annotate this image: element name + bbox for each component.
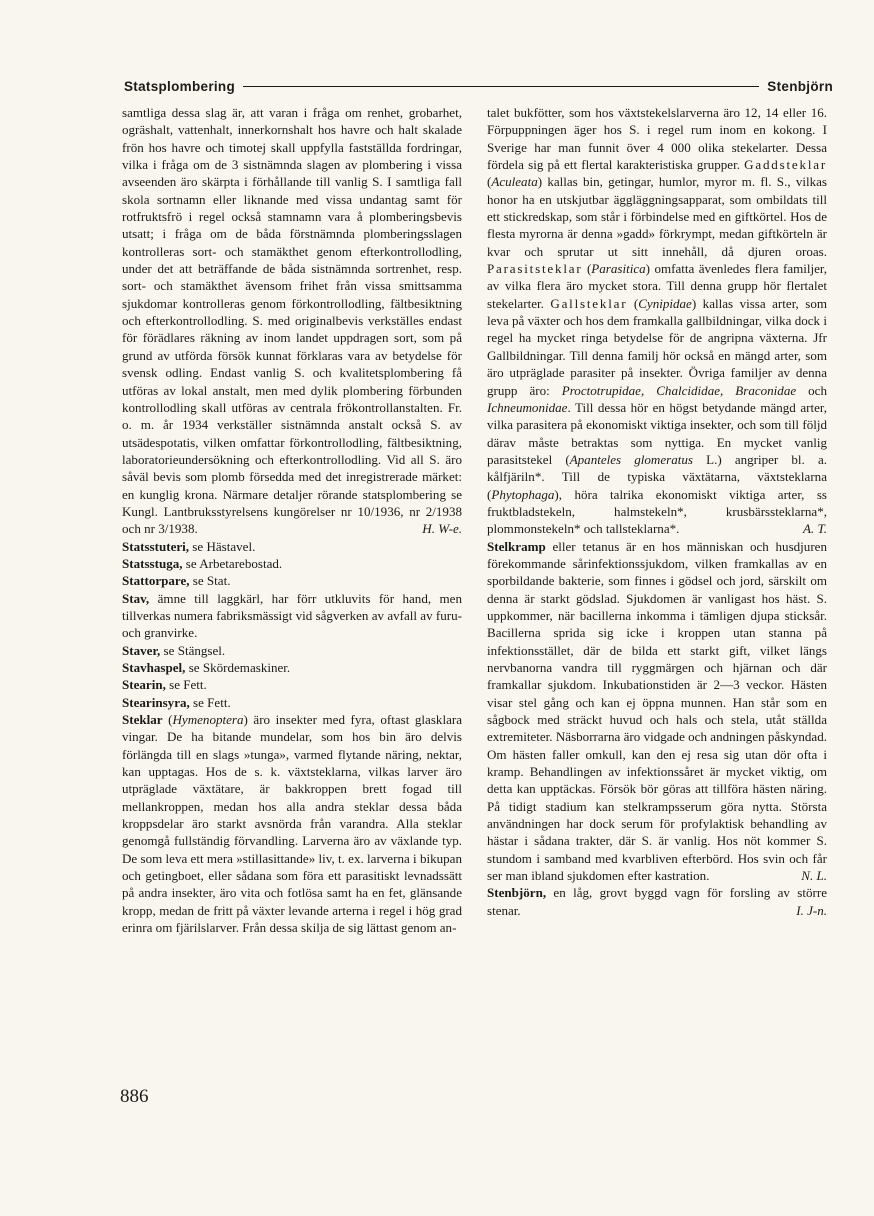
signature: A. T. [802, 521, 827, 537]
entry-statsstuga: Statsstuga, se Arbetarebostad. [122, 555, 283, 571]
right-column [487, 104, 827, 919]
entry-stav: Stav, ämne till laggkärl, har förr utkluvits för hand, men tillverkas numera fabriksmässigt vid sågverken av avfall av furu- och granvirke. [122, 590, 462, 641]
entry-statsstuteri: Statsstuteri, se Hästavel. [122, 538, 256, 554]
entry-stattorpare: Stattorpare, se Stat. [122, 573, 231, 589]
signature: N. L. [801, 868, 827, 884]
signature: H. W-e. [422, 521, 462, 537]
entry-stenbjorn: Stenbjörn, en låg, grovt byggd vagn för forsling av större stenar. I. J-n. [487, 885, 827, 918]
entry-stearin: Stearin, se Fett. [122, 677, 207, 693]
entry-staver: Staver, se Stängsel. [122, 642, 226, 658]
entry-stelkramp: Stelkramp eller tetanus är en hos människan och husdjuren förekommande sårinfektionssjukdom, vilken framkallas av en sporbildande bakterie, som finnes i gödsel och jord, särskilt om denna är starkt gödslad. Sjukdomen är vanligast hos häst. S. uppkommer, när bacillerna inkomma i tämligen djupa sticksår. Bacillerna sprida sig icke i kroppen utan stanna på infektionsstället, där de bilda ett starkt gift, vilket längs nervbanorna vandra till ryggmärgen och hjärnan och där framkallar sjukdom. Inkubationstiden är 2—3 veckor. Hästen visar stel gång och kan ej öppna munnen. Han står som en sågbock med sträckt huvud och hals och stela, utåt ställda extremiteter. Näsborrarna äro vidgade och andningen påskyndad. Om hästen faller omkull, kan den ej resa sig utan dör ofta i kramp. Behandlingen av infektionssåret är mycket viktig, om detta kan upptäckas. Försök bör göras att tillföra hästen näring. På tidigt stadium kan stelkrampsserum göra nytta. Största användningen har dock serum för profylaktisk behandling av hästar i sådana trakter, där S. är vanlig. Hos nöt kommer S. stundom i samband med kvarbliven efterbörd. Hos svin och får ser man ibland sjukdomen efter kastration. N. L. [487, 538, 827, 884]
header-right: Stenbjörn [767, 78, 833, 94]
entry-stavhaspel: Stavhaspel, se Skördemaskiner. [122, 660, 291, 675]
running-header [124, 76, 833, 96]
entry-stearinsyra: Stearinsyra, se Fett. [122, 694, 231, 710]
statsplombering-continuation: samtliga dessa slag är, att varan i fråga om renhet, grobarhet, ogräshalt, vattenhalt, innerkornshalt hos havre och halt skalade frön hos havre och timotej skall uppfylla fastställda fordringar, vilka i fråga om de 3 sistnämnda slagen av plombering i vissa avseenden äro skärpta i förhållande till vanlig S. I samtliga fall skola sortnamn eller liknande med vissa undantag samt för rotfruktsfrö i regel också stamnamn vara å plomberingsbevis utsatt; i fråga om de båda förstnämnda plomberingsslagen kontrolleras sort- och stamäkthet genom efterkontrollodling, under det att beträffande de båda sistnämnda sortrenhet, resp. sort- och stamäkthet ävensom frihet från vissa smittsamma sjukdomar kontrolleras genom förkontrollodling, fältbesiktning och efterkontrollodling. S. med originalbevis verkställes endast för förädlares räkning av inom landet uppdragen sort, som på grund av utförda försök kunnat förklaras vara av betydelse för svensk odling. Endast vanlig S. och kvalitetsplombering få utföras av lokal anstalt, men med dylik plombering förbunden kontrollodling skall utföras av centrala frökontrollanstalten. Fr. o. m. år 1934 verkställer sistnämnda anstalt också S. av utsädespotatis, vilken omfattar förkontrollodling, fältbesiktning, laboratorieundersökning och efterkontrollodling. Vid all S. äro såväl bevis som plomb försedda med det inregistrerade märket: en kunglig krona. Närmare detaljer rörande statsplombering se Kungl. Lantbruksstyrelsens kungörelser nr 10/1936, nr 2/1938 och nr 3/1938. H. W-e. [122, 105, 462, 537]
entry-steklar: Steklar (Hymenoptera) äro insekter med fyra, oftast glasklara vingar. De ha bitande mundelar, som hos bin äro delvis förlängda till en slags »tunga», varmed flytande näring, nektar, kan upptagas. Hos de s. k. växtsteklarna, vilkas larver äro utpräglade växtätare, är bakkroppen brett fogad till mellankroppen, medan hos alla andra steklar dessa båda kroppsdelar äro starkt avsnörda från varandra. Alla steklar genomgå fullständig förvandling. Larverna äro av växlande typ. De som leva ett mera »stillasittande» liv, t. ex. larverna i bikupan och getingboet, eller sådana som föra ett parasitiskt levnadssätt på andra insekter, äro vita och fotlösa samt ha en fet, glänsande kropp, medan de fritt på växter levande arterna i regel i hög grad erinra om fjärilslarver. Från dessa skilja de sig lättast genom an- [122, 712, 462, 936]
steklar-continuation: talet bukfötter, som hos växtstekelslarverna äro 12, 14 eller 16. Förpuppningen äger hos S. i regel rum inom en kokong. I Sverige har man funnit över 4 000 olika stekelarter. Dessa fördela sig på ett flertal karakteristiska grupper. Gaddsteklar (Aculeata) kallas bin, getingar, humlor, myror m. fl. S., vilkas honor ha en utskjutbar äggläggningsapparat, som ombildats till ett stickredskap, som står i förbindelse med en giftkörtel. Hos de flesta myrorna är denna »gadd» förkrympt, medan giftkörteln är kvar och sprutar ut sitt innehåll, då djuren oroas. Parasitsteklar (Parasitica) omfatta ävenledes flera familjer, av vilka flera äro mycket stora. Till denna grupp hör flertalet stekelarter. Gallsteklar (Cynipidae) kallas vissa arter, som leva på växter och hos dem framkalla gallbildningar, vilka dock i regel ha mycket ringa betydelse för de angripna växterna. Jfr Gallbildningar. Till denna familj hör också en mängd arter, som äro utpräglade parasiter på insekter. Övriga familjer av denna grupp äro: Proctotrupidae, Chalcididae, Braconidae och Ichneumonidae. Till dessa hör en högst betydande mängd arter, vilka parasitera på ekonomiskt viktiga insekter, och som till följd därav måste betraktas som nyttiga. En mycket vanlig parasitstekel (Apanteles glomeratus L.) angriper bl. a. kålfjäriln*. Till de typiska växtätarna, växtsteklarna (Phytophaga), höra talrika ekonomiskt viktiga arter, ss fruktbladstekeln, halmstekeln*, krusbärssteklarna*, plommonstekeln* och tallsteklarna*. A. T. [487, 105, 828, 537]
page-number: 886 [120, 1086, 149, 1107]
signature: I. J-n. [796, 902, 827, 918]
header-left: Statsplombering [124, 78, 236, 94]
header-rule [243, 86, 759, 87]
left-column [122, 104, 462, 937]
